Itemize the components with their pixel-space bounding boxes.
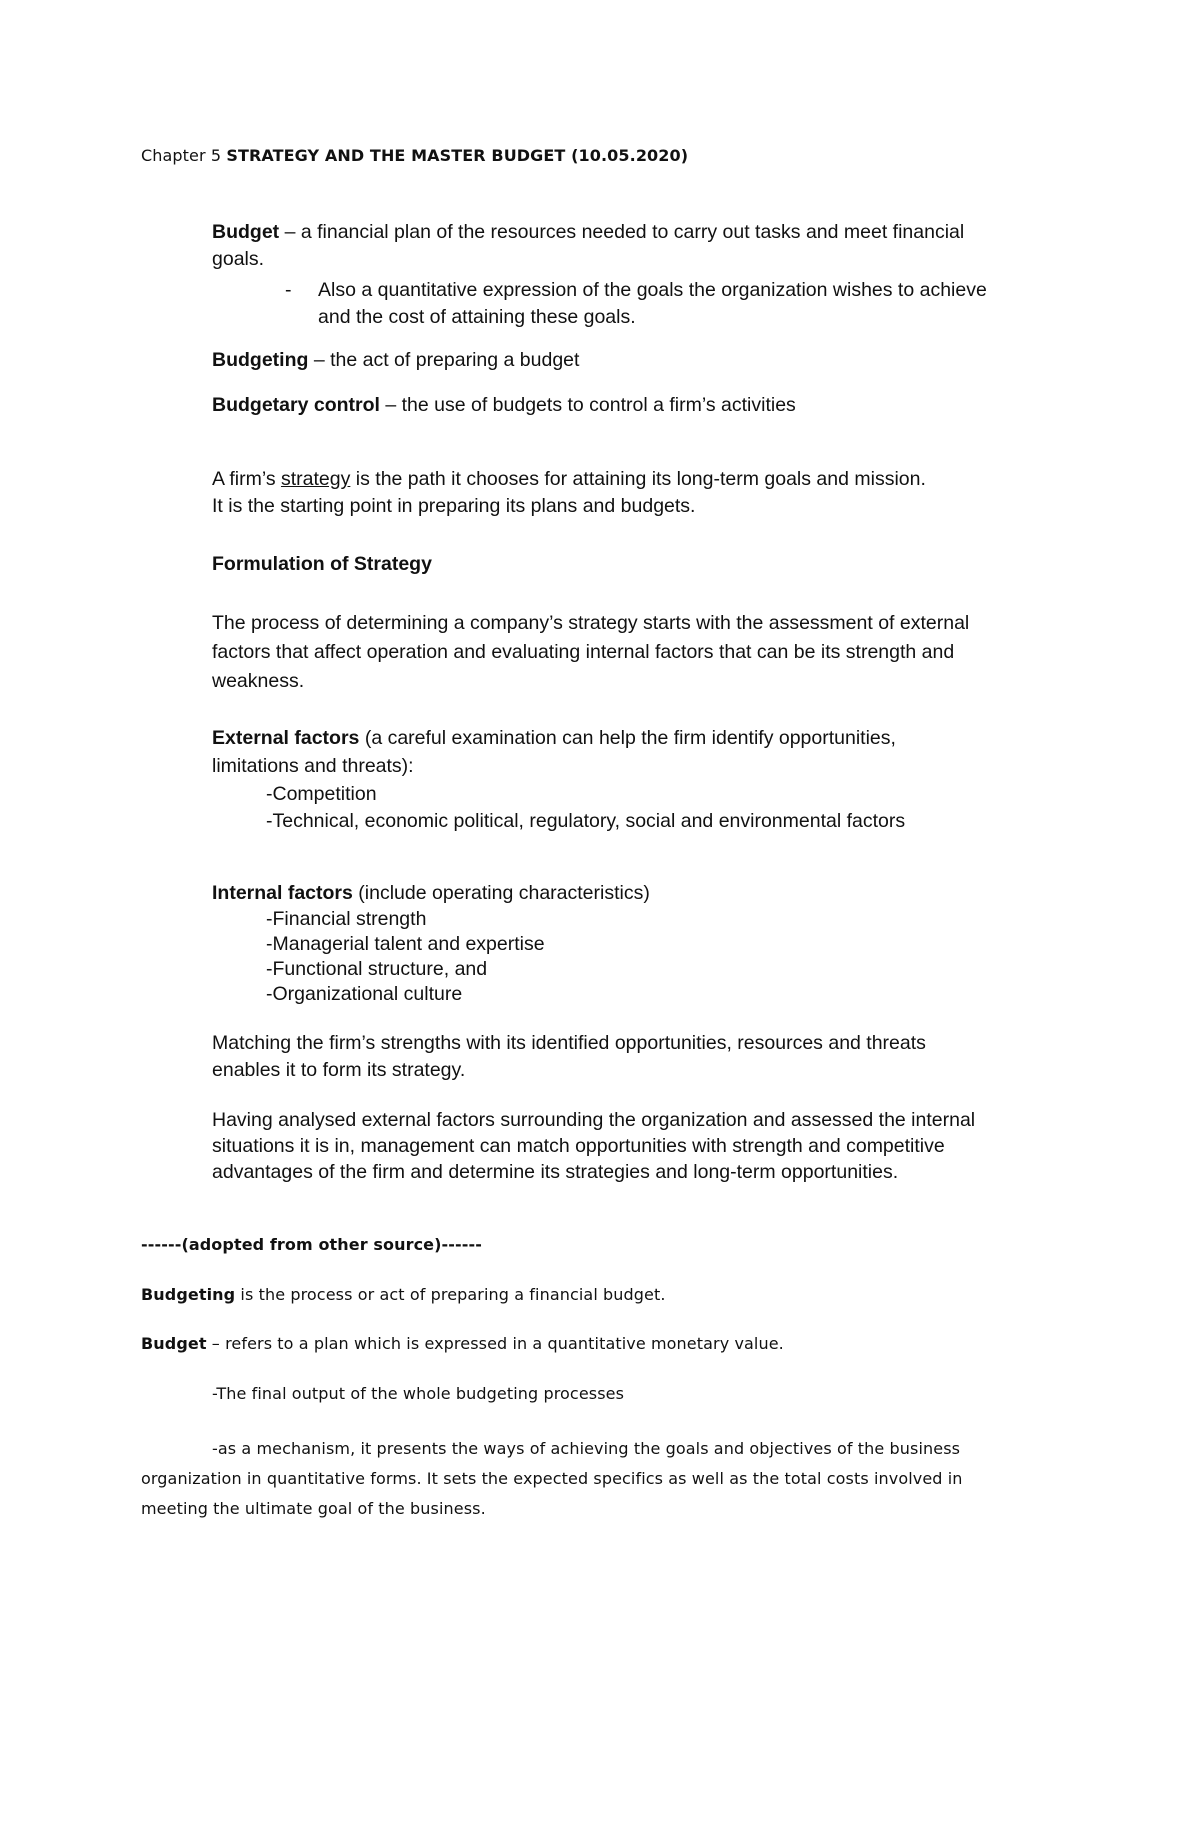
matching-paragraph (212, 1030, 926, 1084)
formulation-line3: weakness. (212, 670, 305, 692)
list-item: -Technical, economic political, regulatory, social and environmental factors (266, 810, 906, 832)
formulation-line1: The process of determining a company’s strategy starts with the assessment of external (212, 612, 970, 634)
external-factors (212, 724, 896, 780)
adopted-label: ------(adopted from other source)------ (141, 1235, 482, 1254)
strategy-definition (212, 466, 926, 520)
budget-term: Budget (212, 221, 280, 243)
other-budgeting-term: Budgeting (141, 1285, 236, 1304)
budgetary-control-definition (212, 394, 796, 417)
formulation-heading (212, 553, 432, 576)
internal-factors (212, 882, 650, 905)
formulation-line2: factors that affect operation and evaluating internal factors that can be its strength and (212, 641, 955, 663)
other-budget-item2 (141, 1434, 963, 1524)
matching-line2: enables it to form its strategy. (212, 1059, 466, 1081)
budget-definition (212, 219, 964, 273)
external-line1 (212, 724, 896, 752)
other-budget-definition (141, 1334, 784, 1353)
list-item: -Organizational culture (266, 983, 463, 1005)
budgetary-control-text: – the use of budgets to control a firm’s activities (379, 394, 796, 416)
budget-definition-line1 (212, 219, 964, 246)
list-item: -Managerial talent and expertise (266, 933, 545, 955)
strategy-term: strategy (280, 468, 351, 490)
other-item2-line3: meeting the ultimate goal of the business. (141, 1499, 486, 1518)
analysed-line1: Having analysed external factors surrounding the organization and assessed the internal (212, 1109, 976, 1131)
other-budget-term: Budget (141, 1334, 207, 1353)
list-item: -Competition (266, 783, 377, 805)
analysed-line3: advantages of the firm and determine its strategies and long-term opportunities. (212, 1161, 899, 1183)
list-item: -Functional structure, and (266, 958, 488, 980)
list-item: -Financial strength (266, 908, 427, 930)
bullet-dash: - (285, 279, 292, 301)
budget-text: – a financial plan of the resources needed to carry out tasks and meet financial (279, 221, 965, 243)
budget-bullet-line2: and the cost of attaining these goals. (318, 306, 636, 328)
external-line2: limitations and threats): (212, 755, 414, 777)
budget-definition-line2: goals. (212, 248, 265, 270)
external-term: External factors (212, 727, 360, 749)
matching-line1 (212, 1030, 926, 1057)
other-budgeting-definition (141, 1285, 666, 1304)
page-title (141, 146, 688, 165)
internal-factors-list (266, 907, 545, 1007)
analysed-line2: situations it is in, management can match opportunities with strength and competitive (212, 1135, 945, 1157)
budget-bullet-dash (285, 277, 292, 304)
other-item2-line1: -as a mechanism, it presents the ways of achieving the goals and objectives of the business (212, 1439, 961, 1458)
matching-line1-text: Matching the firm’s strengths with its identified opportunities, resources and threats (212, 1032, 926, 1054)
title-heading: STRATEGY AND THE MASTER BUDGET (10.05.2020) (226, 146, 689, 165)
other-budgeting-text: is the process or act of preparing a financial budget. (235, 1285, 666, 1304)
other-budget-text: – refers to a plan which is expressed in a quantitative monetary value. (206, 1334, 784, 1353)
budgetary-control-term: Budgetary control (212, 394, 380, 416)
strategy-post: is the path it chooses for attaining its long-term goals and mission. (350, 468, 926, 490)
analysed-paragraph (212, 1107, 975, 1185)
budgeting-term: Budgeting (212, 349, 309, 371)
other-budget-item1 (212, 1384, 624, 1403)
adopted-source-divider (141, 1235, 482, 1254)
budgeting-text: – the act of preparing a budget (308, 349, 580, 371)
budget-bullet-line1: Also a quantitative expression of the goals the organization wishes to achieve (318, 279, 987, 301)
strategy-pre: A firm’s (212, 468, 281, 490)
budget-bullet (318, 277, 987, 331)
strategy-line2: It is the starting point in preparing its plans and budgets. (212, 495, 696, 517)
title-chapter: Chapter 5 (141, 146, 227, 165)
other-item1-text: -The final output of the whole budgeting processes (212, 1384, 625, 1403)
budgeting-definition (212, 349, 579, 372)
external-factors-list (266, 781, 905, 835)
external-text: (a careful examination can help the firm identify opportunities, (359, 727, 896, 749)
formulation-heading-text: Formulation of Strategy (212, 553, 432, 575)
internal-text: (include operating characteristics) (352, 882, 650, 904)
formulation-paragraph (212, 609, 969, 696)
internal-term: Internal factors (212, 882, 353, 904)
other-item2-line2: organization in quantitative forms. It sets the expected specifics as well as the total costs involved in (141, 1469, 963, 1488)
strategy-line1 (212, 466, 926, 493)
